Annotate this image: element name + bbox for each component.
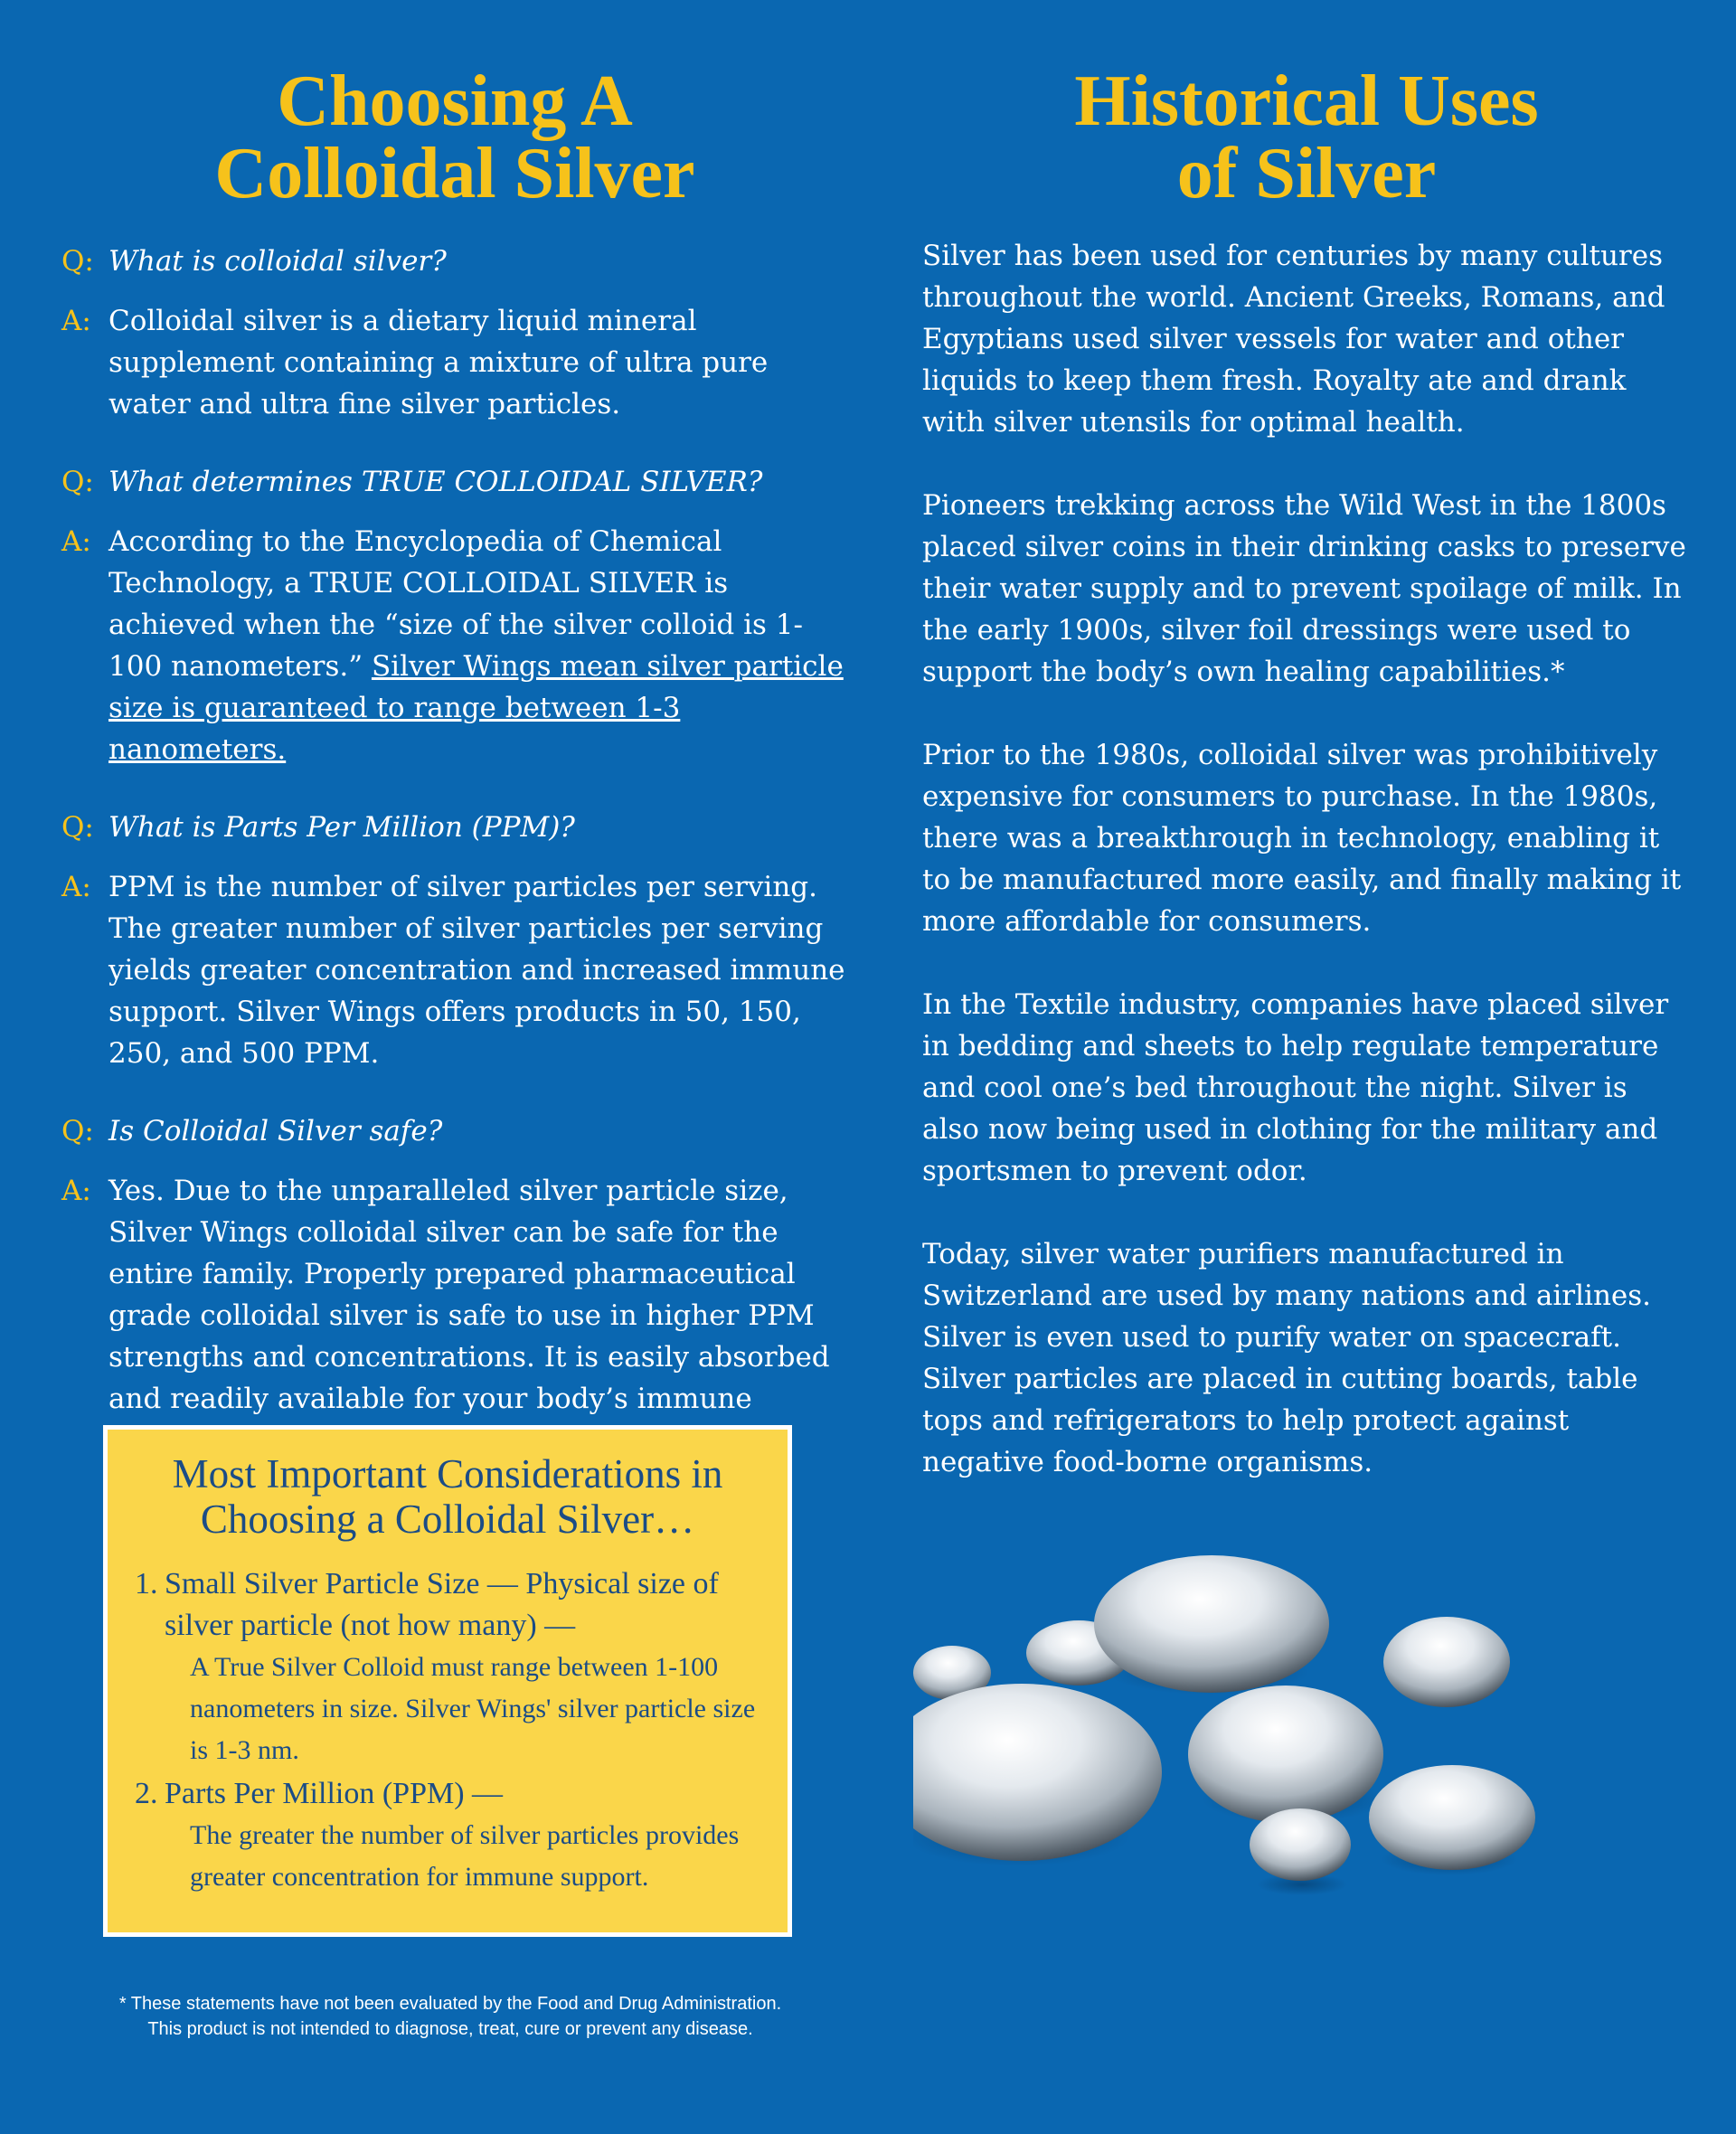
left-column [61, 61, 848, 1461]
silver-droplet [1250, 1808, 1351, 1881]
question-label: Q: [61, 811, 94, 844]
faq-answer [61, 866, 848, 1074]
faq-question [61, 807, 848, 848]
disclaimer-line: * These statements have not been evaluated by the Food and Drug Administration. [118, 1994, 782, 2014]
question-label: Q: [61, 245, 94, 278]
answer-label: A: [61, 1175, 91, 1207]
callout-title-line: Most Important Considerations in [172, 1451, 723, 1497]
silver-droplet [1094, 1555, 1329, 1693]
silver-droplet [1369, 1765, 1535, 1870]
callout-item-number: 1. [135, 1567, 158, 1600]
faq-question [61, 461, 848, 503]
callout-item-heading: Parts Per Million (PPM) — [165, 1777, 504, 1810]
answer-text: PPM is the number of silver particles per serving. [108, 871, 817, 903]
faq-answer [61, 1170, 848, 1461]
callout-item-number: 2. [135, 1777, 158, 1810]
answer-text-underlined: Silver Wings mean silver particle size is guaranteed to range between 1-3 nanometers. [108, 650, 844, 766]
answer-text: Yes. Due to the unparalleled silver particle size, Silver Wings colloidal silver can be safe for the entire family. Properly prepared pharmaceutical grade colloidal silver is safe to use in higher PPM strengths and concentrations. It is easily absorbed and readily available for your body’s immune [108, 1175, 830, 1415]
question-label: Q: [61, 466, 94, 498]
callout-item-heading: Small Silver Particle Size — Physical size of silver particle (not how many) — [165, 1567, 719, 1642]
faq-answer [61, 300, 848, 425]
callout-list [108, 1563, 788, 1898]
callout-item [108, 1773, 788, 1898]
answer-label: A: [61, 871, 91, 903]
right-title-line: of Silver [1176, 134, 1437, 213]
question-text: What is colloidal silver? [108, 245, 447, 278]
faq-answer [61, 521, 848, 770]
answer-text [108, 521, 848, 770]
right-title-line: Historical Uses [1074, 61, 1539, 141]
callout-item [108, 1563, 788, 1771]
history-paragraph: Pioneers trekking across the Wild West in the 1800s placed silver coins in their drinking casks to preserve their water supply and to prevent spoilage of milk. In the early 1900s, silver foil dressings were used to support the body’s own healing capabilities.* [922, 489, 1686, 688]
question-text: What is Parts Per Million (PPM)? [108, 811, 575, 844]
answer-text-main: According to the Encyclopedia of Chemical Technology, a TRUE COLLOIDAL SILVER is achieved when the “size of the silver colloid is 1-100 nanometers.” [108, 525, 804, 683]
callout-title [108, 1451, 788, 1542]
silver-droplets-icon [913, 1555, 1637, 1899]
silver-droplet [1188, 1685, 1383, 1823]
disclaimer-line: This product is not intended to diagnose, treat, cure or prevent any disease. [147, 2019, 753, 2039]
history-paragraph: In the Textile industry, companies have placed silver in bedding and sheets to help regulate temperature and cool one’s bed throughout the night. Silver is also now being used in clothing for the military and sportsmen to prevent odor. [922, 988, 1669, 1187]
left-title-line: Colloidal Silver [214, 134, 695, 213]
callout-item-description: The greater the number of silver particles provides greater concentration for immune support. [190, 1820, 740, 1892]
question-text: What determines TRUE COLLOIDAL SILVER? [108, 466, 763, 498]
answer-text: The greater number of silver particles per serving yields greater concentration and increased immune support. Silver Wings offers products in 50, 150, 250, and 500 PPM. [108, 912, 845, 1070]
callout-title-line: Choosing a Colloidal Silver… [200, 1497, 695, 1542]
answer-text: Colloidal silver is a dietary liquid mineral supplement containing a mixture of ultra pure water and ultra fine silver particles. [108, 305, 769, 420]
left-title [61, 61, 848, 213]
question-text: Is Colloidal Silver safe? [108, 1115, 443, 1147]
faq-question [61, 241, 848, 282]
right-column [922, 61, 1691, 1525]
silver-droplet [1383, 1617, 1510, 1707]
history-paragraph: Prior to the 1980s, colloidal silver was prohibitively expensive for consumers to purchase. In the 1980s, there was a breakthrough in technology, enabling it to be manufactured more easily, and finally making it more affordable for consumers. [922, 739, 1682, 938]
answer-label: A: [61, 305, 91, 337]
answer-label: A: [61, 525, 91, 558]
history-paragraph: Silver has been used for centuries by many cultures throughout the world. Ancient Greeks, Romans, and Egyptians used silver vessels for water and other liquids to keep them fresh. Royalty ate and drank with silver utensils for optimal health. [922, 240, 1665, 439]
right-title [922, 61, 1691, 213]
faq-question [61, 1110, 848, 1152]
history-paragraph: Today, silver water purifiers manufactured in Switzerland are used by many nations and airlines. Silver is even used to purify water on spacecraft. Silver particles are placed in cutting boards, table tops and refrigerators to help protect against negative food-borne organisms. [922, 1238, 1652, 1478]
considerations-callout [103, 1425, 792, 1937]
left-title-line: Choosing A [277, 61, 633, 141]
callout-item-description: A True Silver Colloid must range between 1-100 nanometers in size. Silver Wings' silver particle size is 1-3 nm. [190, 1652, 756, 1765]
question-label: Q: [61, 1115, 94, 1147]
history-text [922, 235, 1691, 1483]
faq-list [61, 241, 848, 1461]
fda-disclaimer [61, 1991, 839, 2042]
